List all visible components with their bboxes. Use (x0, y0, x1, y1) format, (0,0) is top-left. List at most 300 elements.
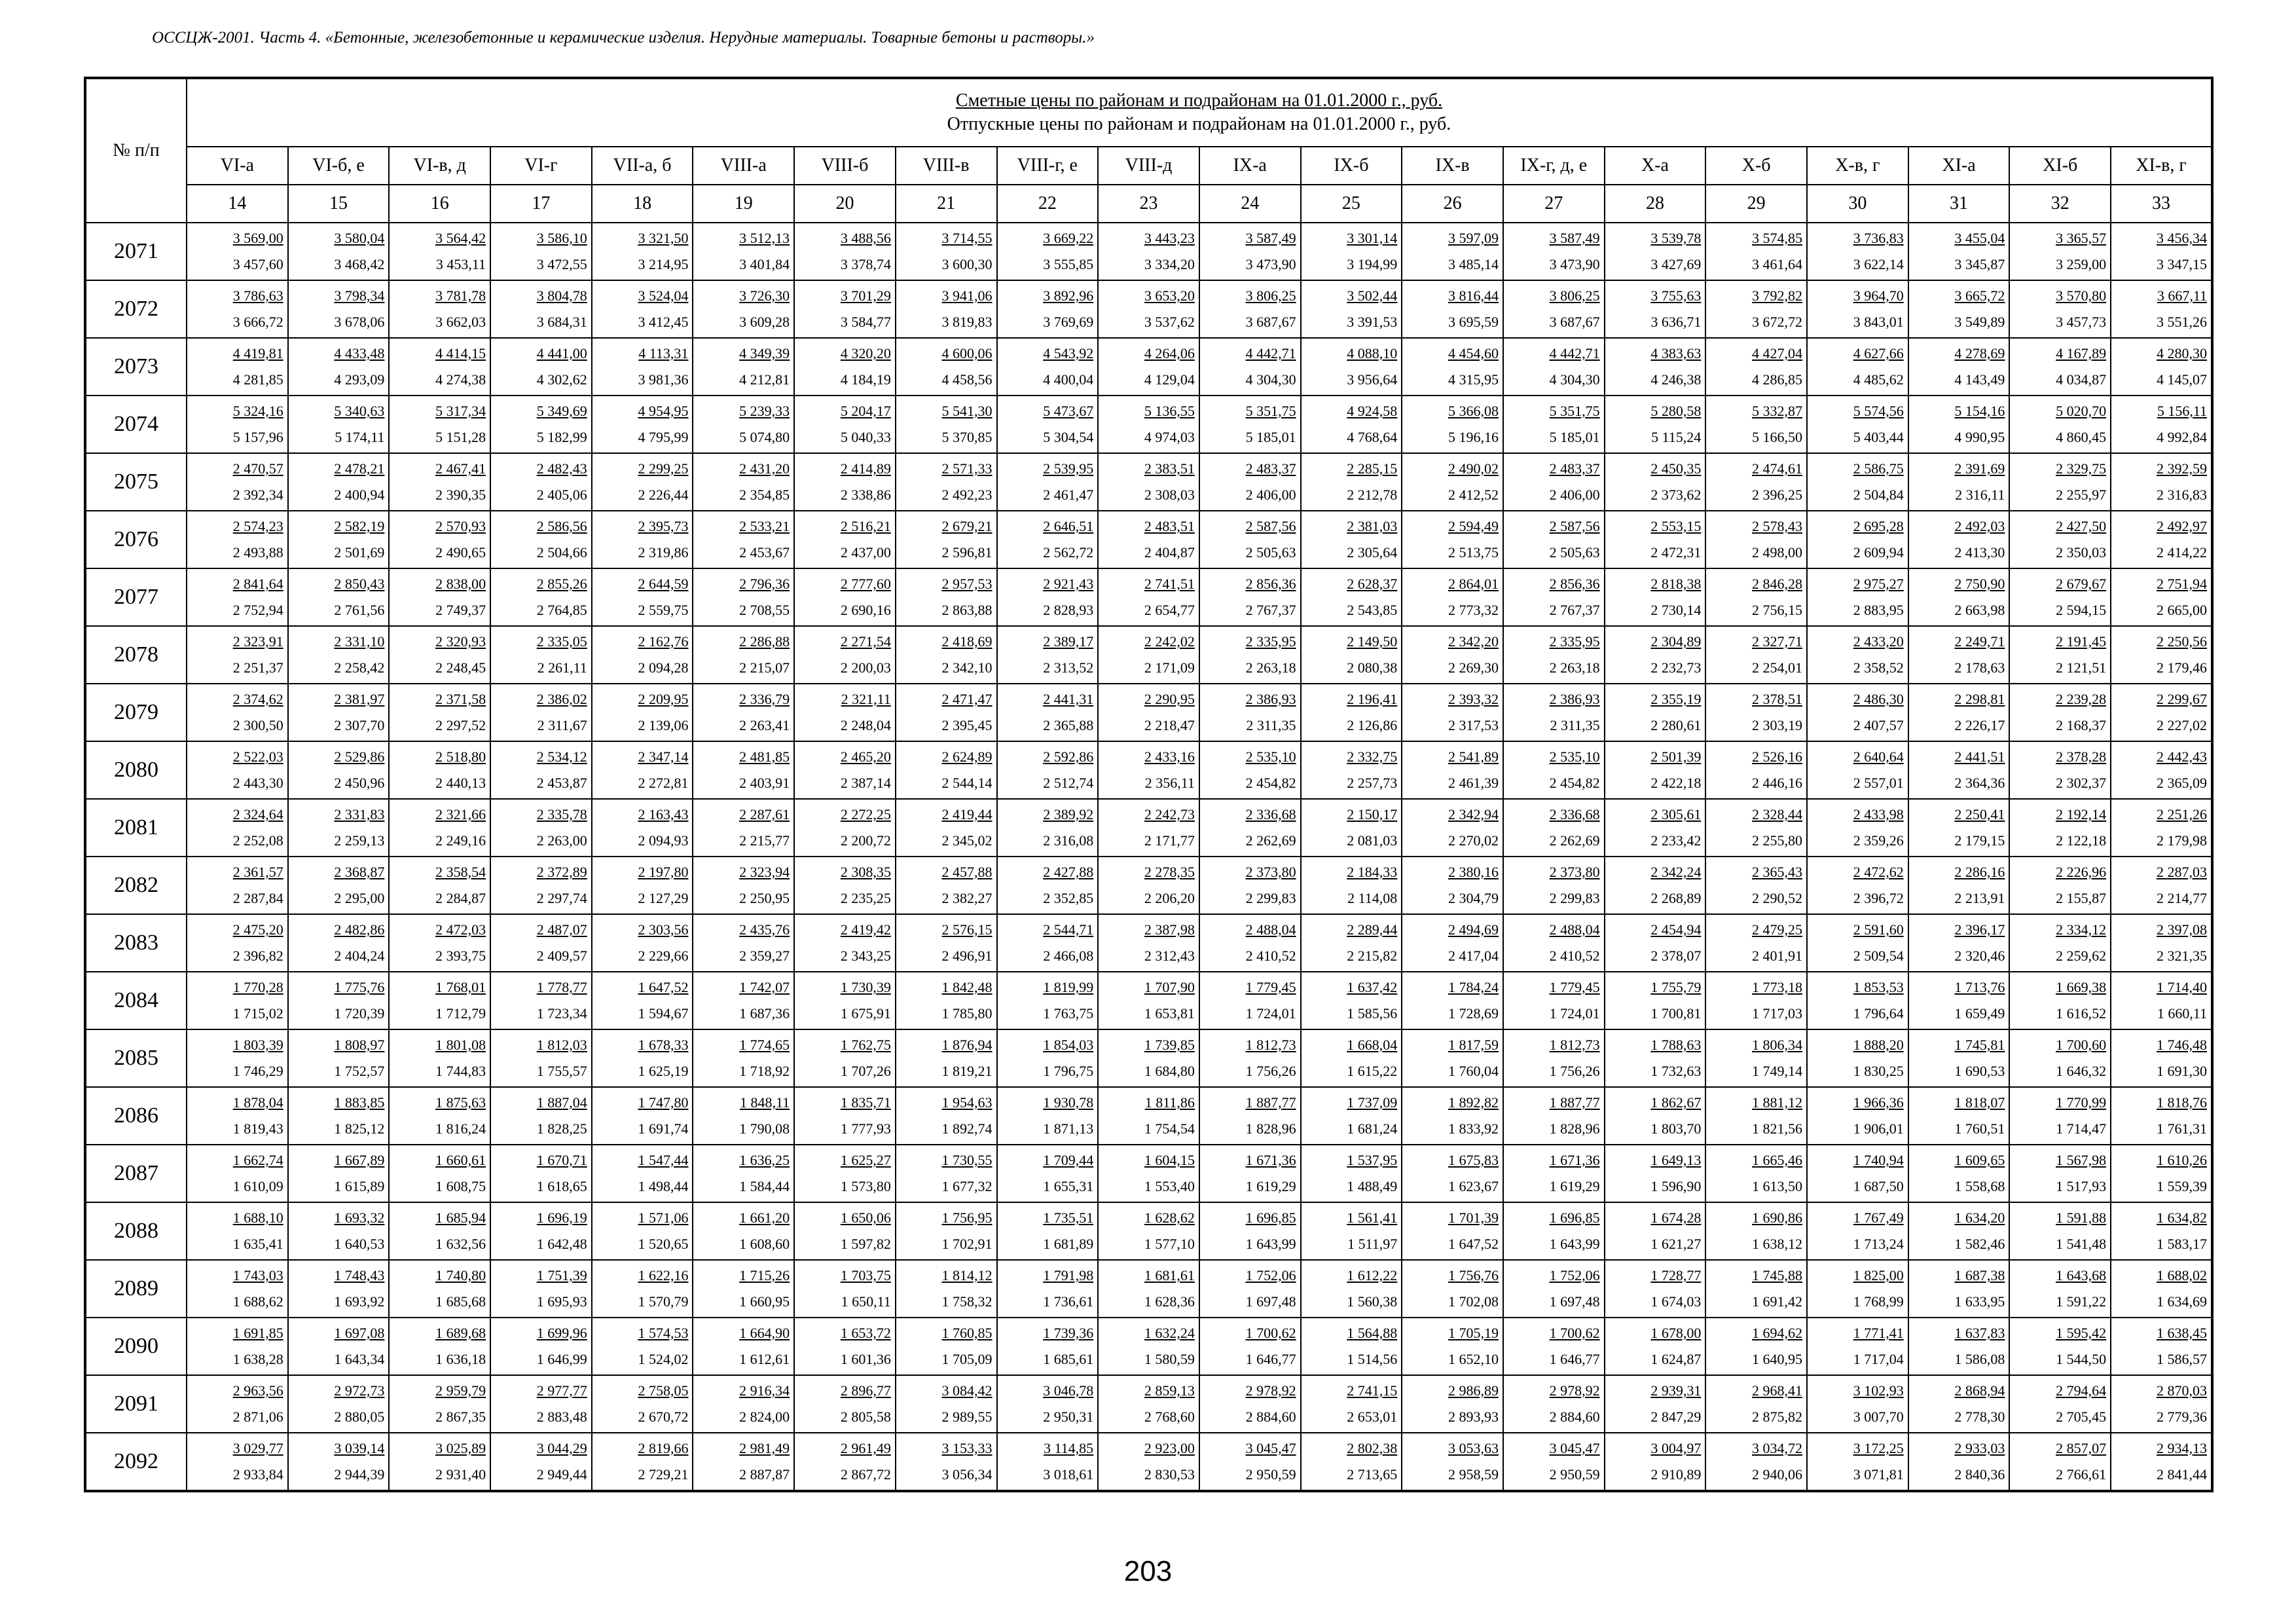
price-cell (794, 1202, 896, 1260)
estimated-price: 3 045,47 (1245, 1440, 1296, 1456)
release-price: 1 594,67 (638, 1005, 689, 1022)
price-cell (288, 280, 390, 338)
release-price: 2 949,44 (536, 1466, 587, 1483)
district-header: X-в, г (1807, 147, 1908, 185)
price-cell (693, 972, 794, 1029)
price-cell (1503, 511, 1605, 568)
estimated-price: 1 779,45 (1245, 979, 1296, 995)
release-price: 1 825,12 (334, 1120, 385, 1137)
estimated-price: 2 332,75 (1347, 748, 1398, 765)
estimated-price: 2 624,89 (941, 748, 993, 765)
price-cell (490, 741, 592, 799)
price-cell (1503, 1087, 1605, 1145)
price-cell (1605, 741, 1706, 799)
column-number: 22 (997, 185, 1099, 223)
price-cell (1199, 1145, 1301, 1202)
column-number: 17 (490, 185, 592, 223)
table-row (85, 857, 2212, 914)
release-price: 2 779,36 (2157, 1409, 2207, 1425)
price-cell (288, 396, 390, 453)
release-price: 2 343,25 (840, 948, 891, 964)
release-price: 3 472,55 (536, 256, 587, 272)
estimated-price: 2 494,69 (1448, 921, 1499, 938)
release-price: 1 577,10 (1144, 1236, 1195, 1252)
release-price: 1 625,19 (638, 1063, 689, 1079)
column-number: 29 (1705, 185, 1807, 223)
price-cell (1098, 1433, 1199, 1491)
column-number: 21 (896, 185, 997, 223)
price-cell (1908, 1433, 2010, 1491)
release-price: 2 863,88 (941, 602, 993, 618)
estimated-price: 1 701,39 (1448, 1209, 1499, 1226)
estimated-price: 2 819,66 (638, 1440, 689, 1456)
price-cell (187, 972, 288, 1029)
release-price: 1 621,27 (1650, 1236, 1702, 1252)
price-cell (1301, 1029, 1402, 1087)
price-cell (389, 568, 490, 626)
row-number: 2075 (85, 453, 187, 511)
price-cell (2111, 1318, 2212, 1375)
release-price: 1 585,56 (1347, 1005, 1398, 1022)
estimated-price: 5 204,17 (840, 403, 891, 419)
release-price: 2 317,53 (1448, 717, 1499, 733)
estimated-price: 1 848,11 (739, 1094, 790, 1111)
release-price: 1 821,56 (1752, 1120, 1802, 1137)
price-cell (1199, 280, 1301, 338)
price-cell (1402, 626, 1503, 684)
price-cell (1908, 1202, 2010, 1260)
release-price: 1 674,03 (1650, 1293, 1702, 1310)
release-price: 1 643,34 (334, 1351, 385, 1367)
price-cell (592, 1433, 693, 1491)
release-price: 1 697,48 (1245, 1293, 1296, 1310)
price-cell (2111, 1433, 2212, 1491)
release-price: 3 678,06 (334, 314, 385, 330)
estimated-price: 2 286,16 (1954, 864, 2005, 880)
table-row (85, 1433, 2212, 1491)
estimated-price: 2 454,94 (1650, 921, 1702, 938)
price-cell (490, 1433, 592, 1491)
release-price: 2 262,69 (1549, 832, 1600, 849)
estimated-price: 2 355,19 (1650, 691, 1702, 707)
estimated-price: 2 308,35 (840, 864, 891, 880)
estimated-price: 1 842,48 (941, 979, 993, 995)
price-cell (794, 1375, 896, 1433)
district-header: IX-в (1402, 147, 1503, 185)
release-price: 1 652,10 (1448, 1351, 1499, 1367)
release-price: 2 232,73 (1650, 659, 1702, 676)
price-cell (187, 741, 288, 799)
release-price: 4 974,03 (1144, 429, 1195, 445)
price-cell (997, 1433, 1099, 1491)
estimated-price: 2 488,04 (1549, 921, 1600, 938)
estimated-price: 3 580,04 (334, 230, 385, 246)
estimated-price: 2 794,64 (2056, 1382, 2107, 1399)
release-price: 4 034,87 (2056, 371, 2107, 388)
release-price: 2 767,37 (1245, 602, 1296, 618)
estimated-price: 2 644,59 (638, 576, 689, 592)
price-cell (490, 453, 592, 511)
estimated-price: 1 637,42 (1347, 979, 1398, 995)
price-cell (794, 511, 896, 568)
row-number: 2092 (85, 1433, 187, 1491)
price-cell (592, 626, 693, 684)
release-price: 2 359,26 (1853, 832, 1904, 849)
estimated-price: 1 564,88 (1347, 1325, 1398, 1341)
estimated-price: 1 737,09 (1347, 1094, 1398, 1111)
estimated-price: 1 610,26 (2157, 1152, 2207, 1168)
estimated-price: 5 574,56 (1853, 403, 1904, 419)
table-row (85, 511, 2212, 568)
price-cell (1301, 1375, 1402, 1433)
release-price: 1 785,80 (941, 1005, 993, 1022)
estimated-price: 2 481,85 (739, 748, 790, 765)
release-price: 4 212,81 (739, 371, 790, 388)
price-cell (1199, 914, 1301, 972)
price-cell (794, 453, 896, 511)
estimated-price: 2 482,43 (536, 460, 587, 477)
estimated-price: 2 679,21 (941, 518, 993, 534)
release-price: 2 867,35 (435, 1409, 486, 1425)
release-price: 3 468,42 (334, 256, 385, 272)
price-cell (896, 338, 997, 396)
row-number: 2086 (85, 1087, 187, 1145)
price-cell (1605, 1375, 1706, 1433)
release-price: 2 268,89 (1650, 890, 1702, 906)
estimated-price: 1 678,33 (638, 1037, 689, 1053)
estimated-price: 1 671,36 (1549, 1152, 1600, 1168)
price-cell (1098, 1029, 1199, 1087)
estimated-price: 1 739,36 (1043, 1325, 1094, 1341)
estimated-price: 2 149,50 (1347, 633, 1398, 650)
release-price: 3 622,14 (1853, 256, 1904, 272)
price-cell (896, 1029, 997, 1087)
release-price: 1 646,77 (1245, 1351, 1296, 1367)
release-price: 1 754,54 (1144, 1120, 1195, 1137)
price-cell (794, 1260, 896, 1318)
release-price: 1 660,11 (2157, 1005, 2207, 1022)
price-cell (794, 857, 896, 914)
price-cell (1098, 338, 1199, 396)
release-price: 2 319,86 (638, 544, 689, 561)
release-price: 1 758,32 (941, 1293, 993, 1310)
price-cell (2111, 1029, 2212, 1087)
price-cell (1605, 684, 1706, 741)
estimated-price: 3 586,10 (536, 230, 587, 246)
release-price: 1 628,36 (1144, 1293, 1195, 1310)
price-cell (592, 799, 693, 857)
price-cell (1807, 1375, 1908, 1433)
price-cell (1908, 799, 2010, 857)
estimated-price: 1 854,03 (1043, 1037, 1094, 1053)
estimated-price: 1 709,44 (1043, 1152, 1094, 1168)
release-price: 2 958,59 (1448, 1466, 1499, 1483)
release-price: 1 685,61 (1043, 1351, 1094, 1367)
estimated-price: 1 689,68 (435, 1325, 486, 1341)
price-cell (1908, 511, 2010, 568)
price-cell (389, 1318, 490, 1375)
estimated-price: 4 442,71 (1245, 345, 1296, 361)
estimated-price: 1 625,27 (840, 1152, 891, 1168)
release-price: 2 406,00 (1245, 487, 1296, 503)
release-price: 2 302,37 (2056, 775, 2107, 791)
price-cell (1705, 568, 1807, 626)
price-cell (1098, 684, 1199, 741)
price-cell (1402, 1087, 1503, 1145)
estimated-price: 2 490,02 (1448, 460, 1499, 477)
estimated-price: 3 039,14 (334, 1440, 385, 1456)
release-price: 1 684,80 (1144, 1063, 1195, 1079)
price-cell (1402, 914, 1503, 972)
row-number: 2072 (85, 280, 187, 338)
page-number: 203 (1123, 1555, 1173, 1587)
estimated-price: 2 628,37 (1347, 576, 1398, 592)
price-cell (693, 684, 794, 741)
price-cell (2009, 741, 2111, 799)
release-price: 2 252,08 (232, 832, 283, 849)
estimated-price: 2 336,68 (1245, 806, 1296, 822)
release-price: 2 466,08 (1043, 948, 1094, 964)
estimated-price: 2 479,25 (1752, 921, 1802, 938)
release-price: 4 458,56 (941, 371, 993, 388)
estimated-price: 1 730,55 (941, 1152, 993, 1168)
estimated-price: 3 025,89 (435, 1440, 486, 1456)
estimated-price: 1 748,43 (334, 1267, 385, 1283)
column-number: 33 (2111, 185, 2212, 223)
estimated-price: 2 975,27 (1853, 576, 1904, 592)
release-price: 2 509,54 (1853, 948, 1904, 964)
estimated-price: 2 526,16 (1752, 748, 1802, 765)
estimated-price: 2 321,66 (435, 806, 486, 822)
price-cell (2111, 626, 2212, 684)
estimated-price: 1 678,00 (1650, 1325, 1702, 1341)
price-cell (1098, 799, 1199, 857)
estimated-price: 1 681,61 (1144, 1267, 1195, 1283)
estimated-price: 2 529,86 (334, 748, 385, 765)
estimated-price: 2 386,93 (1549, 691, 1600, 707)
release-price: 2 114,08 (1347, 890, 1398, 906)
release-price: 2 126,86 (1347, 717, 1398, 733)
table-row (85, 684, 2212, 741)
price-cell (2009, 1433, 2111, 1491)
estimated-price: 2 472,03 (435, 921, 486, 938)
price-cell (2111, 1375, 2212, 1433)
estimated-price: 5 351,75 (1549, 403, 1600, 419)
price-cell (997, 1145, 1099, 1202)
price-cell (1301, 223, 1402, 280)
estimated-price: 1 696,19 (536, 1209, 587, 1226)
price-cell (1098, 626, 1199, 684)
release-price: 3 956,64 (1347, 371, 1398, 388)
estimated-price: 2 323,94 (739, 864, 790, 880)
price-cell (2009, 338, 2111, 396)
estimated-price: 2 541,89 (1448, 748, 1499, 765)
price-cell (1605, 857, 1706, 914)
release-price: 3 071,81 (1853, 1466, 1904, 1483)
price-cell (187, 626, 288, 684)
price-cell (1301, 972, 1402, 1029)
price-cell (1807, 396, 1908, 453)
price-cell (896, 396, 997, 453)
release-price: 3 549,89 (1954, 314, 2005, 330)
price-cell (1807, 1029, 1908, 1087)
price-cell (389, 972, 490, 1029)
release-price: 2 403,91 (739, 775, 790, 791)
release-price: 1 830,25 (1853, 1063, 1904, 1079)
price-cell (1605, 914, 1706, 972)
estimated-price: 1 574,53 (638, 1325, 689, 1341)
price-cell (1301, 741, 1402, 799)
release-price: 1 695,93 (536, 1293, 587, 1310)
price-cell (288, 1087, 390, 1145)
estimated-price: 3 153,33 (941, 1440, 993, 1456)
price-cell (1199, 568, 1301, 626)
estimated-price: 1 825,00 (1853, 1267, 1904, 1283)
estimated-price: 1 649,13 (1650, 1152, 1702, 1168)
price-cell (490, 511, 592, 568)
estimated-price: 2 855,26 (536, 576, 587, 592)
estimated-price: 4 600,06 (941, 345, 993, 361)
price-cell (794, 1029, 896, 1087)
estimated-price: 5 020,70 (2056, 403, 2107, 419)
price-cell (2009, 511, 2111, 568)
release-price: 2 414,22 (2157, 544, 2207, 561)
release-price: 2 778,30 (1954, 1409, 2005, 1425)
price-cell (896, 914, 997, 972)
release-price: 2 989,55 (941, 1409, 993, 1425)
release-price: 3 666,72 (232, 314, 283, 330)
price-cell (592, 1202, 693, 1260)
estimated-price: 1 571,06 (638, 1209, 689, 1226)
release-price: 2 393,75 (435, 948, 486, 964)
release-price: 4 768,64 (1347, 429, 1398, 445)
price-cell (490, 1202, 592, 1260)
release-price: 2 690,16 (840, 602, 891, 618)
release-price: 3 378,74 (840, 256, 891, 272)
estimated-price: 1 752,06 (1245, 1267, 1296, 1283)
estimated-price: 2 226,96 (2056, 864, 2107, 880)
price-cell (490, 280, 592, 338)
release-price: 2 501,69 (334, 544, 385, 561)
release-price: 2 200,72 (840, 832, 891, 849)
price-cell (1098, 280, 1199, 338)
release-price: 2 395,45 (941, 717, 993, 733)
estimated-price: 3 574,85 (1752, 230, 1802, 246)
estimated-price: 1 892,82 (1448, 1094, 1499, 1111)
release-price: 1 714,47 (2056, 1120, 2107, 1137)
release-price: 2 263,41 (739, 717, 790, 733)
estimated-price: 2 381,97 (334, 691, 385, 707)
release-price: 2 410,52 (1245, 948, 1296, 964)
price-cell (288, 223, 390, 280)
estimated-price: 2 287,61 (739, 806, 790, 822)
release-price: 1 653,81 (1144, 1005, 1195, 1022)
estimated-price: 1 700,62 (1245, 1325, 1296, 1341)
estimated-price: 2 959,79 (435, 1382, 486, 1399)
release-price: 1 705,09 (941, 1351, 993, 1367)
price-cell (1402, 857, 1503, 914)
price-cell (288, 568, 390, 626)
price-cell (1098, 1260, 1199, 1318)
estimated-price: 5 136,55 (1144, 403, 1195, 419)
release-price: 1 690,53 (1954, 1063, 2005, 1079)
estimated-price: 3 172,25 (1853, 1440, 1904, 1456)
price-cell (1503, 972, 1605, 1029)
estimated-price: 1 966,36 (1853, 1094, 1904, 1111)
estimated-price: 1 739,85 (1144, 1037, 1195, 1053)
release-price: 2 454,82 (1245, 775, 1296, 791)
release-price: 1 724,01 (1549, 1005, 1600, 1022)
release-price: 2 944,39 (334, 1466, 385, 1483)
estimated-price: 2 299,25 (638, 460, 689, 477)
estimated-price: 3 539,78 (1650, 230, 1702, 246)
estimated-price: 2 487,07 (536, 921, 587, 938)
table-row (85, 280, 2212, 338)
estimated-price: 3 004,97 (1650, 1440, 1702, 1456)
release-price: 2 365,09 (2157, 775, 2207, 791)
estimated-price: 1 693,32 (334, 1209, 385, 1226)
district-header: VIII-а (693, 147, 794, 185)
estimated-price: 2 324,64 (232, 806, 283, 822)
release-price: 1 646,99 (536, 1351, 587, 1367)
price-cell (1402, 568, 1503, 626)
release-price: 1 816,24 (435, 1120, 486, 1137)
price-cell (1807, 223, 1908, 280)
price-cell (187, 1433, 288, 1491)
price-cell (1301, 914, 1402, 972)
release-price: 2 493,88 (232, 544, 283, 561)
release-price: 2 884,60 (1245, 1409, 1296, 1425)
release-price: 4 990,95 (1954, 429, 2005, 445)
estimated-price: 3 781,78 (435, 287, 486, 304)
release-price: 1 635,41 (232, 1236, 283, 1252)
estimated-price: 2 191,45 (2056, 633, 2107, 650)
row-number: 2090 (85, 1318, 187, 1375)
price-cell (1402, 684, 1503, 741)
release-price: 2 950,59 (1549, 1466, 1600, 1483)
price-cell (1402, 1260, 1503, 1318)
row-number: 2077 (85, 568, 187, 626)
price-cell (592, 280, 693, 338)
release-price: 1 646,77 (1549, 1351, 1600, 1367)
price-cell (187, 1318, 288, 1375)
estimated-price: 2 431,20 (739, 460, 790, 477)
release-price: 1 796,64 (1853, 1005, 1904, 1022)
estimated-price: 1 700,62 (1549, 1325, 1600, 1341)
price-cell (1705, 1318, 1807, 1375)
table-row (85, 396, 2212, 453)
estimated-price: 1 637,83 (1954, 1325, 2005, 1341)
release-price: 3 391,53 (1347, 314, 1398, 330)
estimated-price: 2 150,17 (1347, 806, 1398, 822)
release-price: 2 461,47 (1043, 487, 1094, 503)
release-price: 2 206,20 (1144, 890, 1195, 906)
price-cell (1503, 223, 1605, 280)
release-price: 1 613,50 (1752, 1178, 1802, 1194)
price-cell (1908, 1375, 2010, 1433)
price-cell (187, 914, 288, 972)
price-cell (1705, 1145, 1807, 1202)
price-cell (389, 857, 490, 914)
estimated-price: 2 646,51 (1043, 518, 1094, 534)
release-price: 3 687,67 (1549, 314, 1600, 330)
price-cell (1605, 223, 1706, 280)
estimated-price: 1 664,90 (739, 1325, 790, 1341)
price-cell (794, 1433, 896, 1491)
release-price: 1 597,82 (840, 1236, 891, 1252)
price-cell (288, 684, 390, 741)
release-price: 2 316,08 (1043, 832, 1094, 849)
